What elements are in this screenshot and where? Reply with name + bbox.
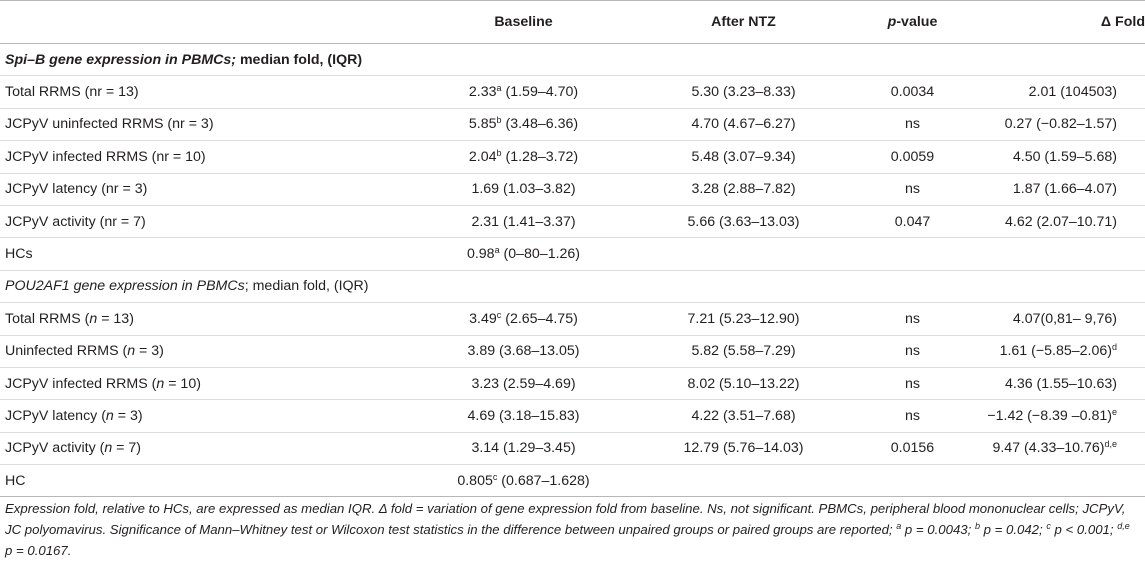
baseline-value: 0.805 xyxy=(457,472,493,489)
row-label xyxy=(0,173,405,205)
caption-part3: p = 0.042; xyxy=(979,522,1047,537)
baseline-cell xyxy=(405,205,642,237)
row-label xyxy=(0,400,405,432)
baseline-cell xyxy=(405,173,642,205)
caption-sup-b: b xyxy=(974,521,980,531)
baseline-value: 3.23 (2.59–4.69) xyxy=(471,375,576,392)
after-ntz-cell: 3.28 (2.88–7.82) xyxy=(642,173,845,205)
row-label-text: JCPyV infected RRMS ( xyxy=(5,375,157,392)
header-p-italic: p xyxy=(887,14,897,30)
baseline-cell xyxy=(405,303,642,335)
p-value-cell: 0.0156 xyxy=(845,432,980,464)
row-label xyxy=(0,205,405,237)
delta-fold-cell xyxy=(980,465,1145,497)
row-label xyxy=(0,76,405,108)
table-body xyxy=(0,44,1145,497)
delta-fold-cell xyxy=(980,400,1145,432)
header-after-ntz: After NTZ xyxy=(642,1,845,44)
table-row xyxy=(0,335,1145,367)
baseline-value: 5.85 xyxy=(468,116,497,133)
row-label xyxy=(0,238,405,270)
section-row-spi-b xyxy=(0,44,1145,76)
delta-fold-value: 4.07(0,81– 9,76) xyxy=(1012,310,1117,327)
delta-fold-value: −1.42 (−8.39 –0.81) xyxy=(987,407,1112,424)
baseline-superscript: a xyxy=(494,245,500,256)
row-label-text: JCPyV infected RRMS (nr = 10) xyxy=(5,148,206,165)
row-label-italic: n xyxy=(127,343,136,360)
header-baseline: Baseline xyxy=(405,1,642,44)
row-label xyxy=(0,335,405,367)
header-delta-fold: Δ Fold xyxy=(980,1,1145,44)
baseline-cell xyxy=(405,367,642,399)
row-label-text: Uninfected RRMS ( xyxy=(5,343,128,360)
delta-fold-cell xyxy=(980,432,1145,464)
p-value-cell: ns xyxy=(845,400,980,432)
table-row xyxy=(0,205,1145,237)
header-p-value xyxy=(845,1,980,44)
baseline-value: 2.33 xyxy=(468,84,497,101)
table-row xyxy=(0,465,1145,497)
section2-title-italic: POU2AF1 gene expression in PBMCs xyxy=(5,278,245,295)
caption-sup-de: d,e xyxy=(1117,521,1130,531)
delta-fold-cell xyxy=(980,141,1145,173)
delta-fold-cell xyxy=(980,76,1145,108)
table-header-row xyxy=(0,1,1145,44)
row-label-italic: n xyxy=(89,310,98,327)
row-label-suffix: = 7) xyxy=(112,440,142,457)
delta-fold-value: 1.61 (−5.85–2.06) xyxy=(999,343,1112,360)
row-label-italic: n xyxy=(156,375,165,392)
delta-fold-value: 0.27 (−0.82–1.57) xyxy=(1004,116,1117,133)
table-row xyxy=(0,432,1145,464)
after-ntz-cell: 5.48 (3.07–9.34) xyxy=(642,141,845,173)
row-label-text: JCPyV latency ( xyxy=(5,407,106,424)
row-label xyxy=(0,141,405,173)
after-ntz-cell xyxy=(642,465,845,497)
delta-fold-cell xyxy=(980,205,1145,237)
row-label-text: JCPyV uninfected RRMS (nr = 3) xyxy=(5,116,214,133)
baseline-superscript: b xyxy=(496,147,502,158)
row-label-italic: n xyxy=(105,407,114,424)
baseline-superscript: b xyxy=(496,115,502,126)
table-row xyxy=(0,400,1145,432)
table-row xyxy=(0,76,1145,108)
after-ntz-cell: 5.82 (5.58–7.29) xyxy=(642,335,845,367)
caption-sup-a: a xyxy=(896,521,902,531)
baseline-iqr: (0.687–1.628) xyxy=(497,472,590,489)
table-row xyxy=(0,108,1145,140)
row-label-text: Total RRMS ( xyxy=(5,310,90,327)
baseline-value: 2.04 xyxy=(468,148,497,165)
p-value-cell: 0.0034 xyxy=(845,76,980,108)
table-row xyxy=(0,367,1145,399)
delta-fold-superscript: e xyxy=(1111,406,1117,417)
p-value-cell: ns xyxy=(845,108,980,140)
row-label-text: JCPyV latency (nr = 3) xyxy=(5,181,148,198)
p-value-cell xyxy=(845,465,980,497)
row-label xyxy=(0,303,405,335)
header-p-rest: -value xyxy=(896,14,938,30)
baseline-value: 3.49 xyxy=(469,310,497,327)
p-value-cell: 0.047 xyxy=(845,205,980,237)
baseline-iqr: (2.65–4.75) xyxy=(501,310,578,327)
baseline-value: 0.98 xyxy=(466,246,495,263)
baseline-iqr: (0–80–1.26) xyxy=(499,246,581,263)
p-value-cell: ns xyxy=(845,303,980,335)
p-value-cell: ns xyxy=(845,173,980,205)
delta-fold-cell xyxy=(980,108,1145,140)
baseline-superscript: a xyxy=(496,83,502,94)
caption-sup-c: c xyxy=(1046,521,1051,531)
baseline-cell xyxy=(405,335,642,367)
delta-fold-value: 9.47 (4.33–10.76) xyxy=(992,440,1105,457)
table-row xyxy=(0,141,1145,173)
table-row xyxy=(0,303,1145,335)
table-row xyxy=(0,173,1145,205)
baseline-cell xyxy=(405,141,642,173)
baseline-cell xyxy=(405,465,642,497)
delta-fold-value: 4.62 (2.07–10.71) xyxy=(1004,213,1117,230)
row-label-text: JCPyV activity (nr = 7) xyxy=(5,213,146,230)
after-ntz-cell: 8.02 (5.10–13.22) xyxy=(642,367,845,399)
baseline-value: 2.31 (1.41–3.37) xyxy=(471,213,576,230)
row-label-text: HCs xyxy=(5,246,33,263)
delta-fold-cell xyxy=(980,367,1145,399)
after-ntz-cell xyxy=(642,238,845,270)
after-ntz-cell: 4.70 (4.67–6.27) xyxy=(642,108,845,140)
baseline-iqr: (1.28–3.72) xyxy=(501,148,579,165)
delta-fold-value: 2.01 (104503) xyxy=(1028,84,1117,101)
row-label-text: Total RRMS (nr = 13) xyxy=(5,84,139,101)
baseline-cell xyxy=(405,238,642,270)
section1-title-rest: median fold, (IQR) xyxy=(236,51,363,68)
delta-fold-cell xyxy=(980,335,1145,367)
delta-fold-superscript: d,e xyxy=(1104,439,1117,450)
after-ntz-cell: 7.21 (5.23–12.90) xyxy=(642,303,845,335)
row-label xyxy=(0,367,405,399)
baseline-superscript: c xyxy=(492,471,498,482)
baseline-cell xyxy=(405,76,642,108)
caption-part1: Expression fold, relative to HCs, are expressed as median IQR. Δ fold = variation of gene expression fold from baseline. Ns, not significant. PBMCs, peripheral blood mononuclear cells; JCPyV, JC polyomavirus. Significance of Mann–Whitney test or Wilcoxon test statistics in the difference between unpaired groups or paired groups are reported; xyxy=(5,501,1126,537)
baseline-iqr: (1.59–4.70) xyxy=(501,84,579,101)
caption-part2: p = 0.0043; xyxy=(901,522,975,537)
after-ntz-cell: 4.22 (3.51–7.68) xyxy=(642,400,845,432)
delta-fold-value: 4.50 (1.59–5.68) xyxy=(1012,148,1117,165)
row-label-suffix: = 13) xyxy=(97,310,134,327)
row-label-suffix: = 3) xyxy=(135,343,164,360)
after-ntz-cell: 5.30 (3.23–8.33) xyxy=(642,76,845,108)
baseline-value: 4.69 (3.18–15.83) xyxy=(467,407,580,424)
baseline-value: 3.14 (1.29–3.45) xyxy=(471,440,576,457)
row-label-suffix: = 10) xyxy=(164,375,201,392)
baseline-cell xyxy=(405,400,642,432)
row-label-italic: n xyxy=(104,440,113,457)
after-ntz-cell: 12.79 (5.76–14.03) xyxy=(642,432,845,464)
p-value-cell: ns xyxy=(845,335,980,367)
baseline-cell xyxy=(405,108,642,140)
row-label-text: JCPyV activity ( xyxy=(5,440,105,457)
p-value-cell: 0.0059 xyxy=(845,141,980,173)
row-label xyxy=(0,108,405,140)
after-ntz-cell: 5.66 (3.63–13.03) xyxy=(642,205,845,237)
caption-part4: p < 0.001; xyxy=(1050,522,1118,537)
section-title-spi-b xyxy=(0,44,1145,76)
delta-fold-cell xyxy=(980,238,1145,270)
baseline-value: 1.69 (1.03–3.82) xyxy=(471,181,576,198)
section-title-pou2af1 xyxy=(0,270,1145,302)
row-label xyxy=(0,465,405,497)
p-value-cell: ns xyxy=(845,367,980,399)
row-label-suffix: = 3) xyxy=(113,407,143,424)
p-value-cell xyxy=(845,238,980,270)
delta-fold-value: 1.87 (1.66–4.07) xyxy=(1012,181,1117,198)
baseline-value: 3.89 (3.68–13.05) xyxy=(467,343,580,360)
section1-title-italic: Spi–B gene expression in PBMCs; xyxy=(5,51,236,68)
row-label-text: HC xyxy=(5,472,26,489)
delta-fold-cell xyxy=(980,303,1145,335)
row-label xyxy=(0,432,405,464)
section-row-pou2af1 xyxy=(0,270,1145,302)
delta-fold-superscript: d xyxy=(1111,342,1117,353)
delta-fold-value: 4.36 (1.55–10.63) xyxy=(1004,375,1117,392)
baseline-iqr: (3.48–6.36) xyxy=(501,116,579,133)
header-empty xyxy=(0,1,405,44)
section2-title-rest: ; median fold, (IQR) xyxy=(244,278,369,295)
baseline-superscript: c xyxy=(496,309,502,320)
table-caption xyxy=(5,498,1135,561)
caption-part5: p = 0.0167. xyxy=(5,543,72,558)
table-row xyxy=(0,238,1145,270)
baseline-cell xyxy=(405,432,642,464)
delta-fold-cell xyxy=(980,173,1145,205)
